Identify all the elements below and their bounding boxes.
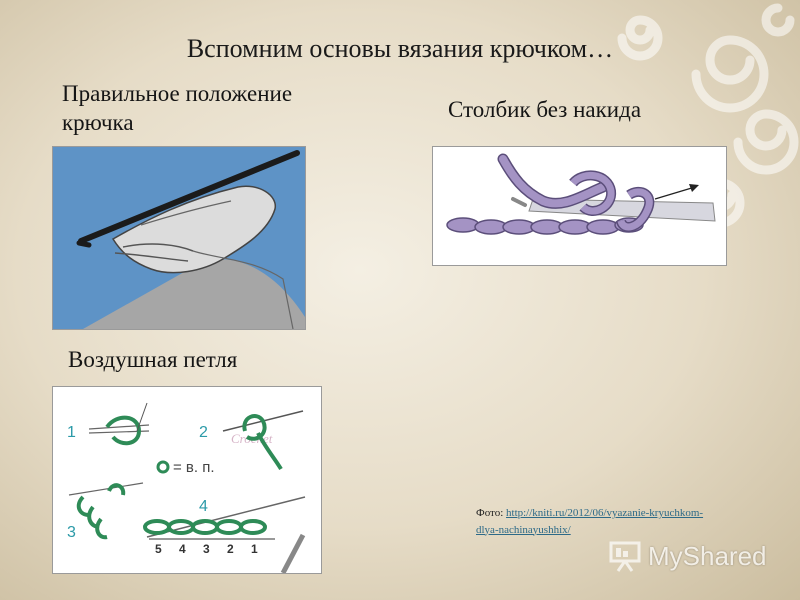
- slide-title: Вспомним основы вязания крючком…: [186, 34, 614, 63]
- step-number-2: 2: [199, 424, 208, 441]
- single-crochet-label: Столбик без накида: [448, 97, 642, 122]
- presentation-board-icon: [608, 539, 642, 573]
- myshared-watermark: [608, 536, 767, 576]
- single-crochet-diagram: [432, 146, 727, 266]
- chain-stitch-diagram: [52, 386, 322, 574]
- step-number-4: 4: [199, 498, 208, 515]
- stitch-count-1: 1: [251, 542, 258, 556]
- step-number-3: 3: [67, 524, 76, 541]
- watermark-text: MyShared: [648, 540, 767, 571]
- stitch-count-4: 4: [179, 542, 186, 556]
- legend-text: = в. п.: [173, 459, 215, 476]
- stitch-count-5: 5: [155, 542, 162, 556]
- diagram-watermark: Crochet: [231, 431, 273, 446]
- hand-position-label: Правильное положение крючка: [62, 81, 293, 135]
- credit-prefix: Фото:: [476, 507, 504, 519]
- step-number-1: 1: [67, 424, 76, 441]
- stitch-count-2: 2: [227, 542, 234, 556]
- chain-stitch-label: Воздушная петля: [68, 347, 238, 372]
- stitch-count-3: 3: [203, 542, 210, 556]
- hand-holding-hook-image: [52, 146, 306, 330]
- credit-link[interactable]: http://kniti.ru/2012/06/vyazanie-kryuchkom-dlya-nachinayushhix/: [476, 507, 704, 536]
- photo-credit: [476, 505, 706, 538]
